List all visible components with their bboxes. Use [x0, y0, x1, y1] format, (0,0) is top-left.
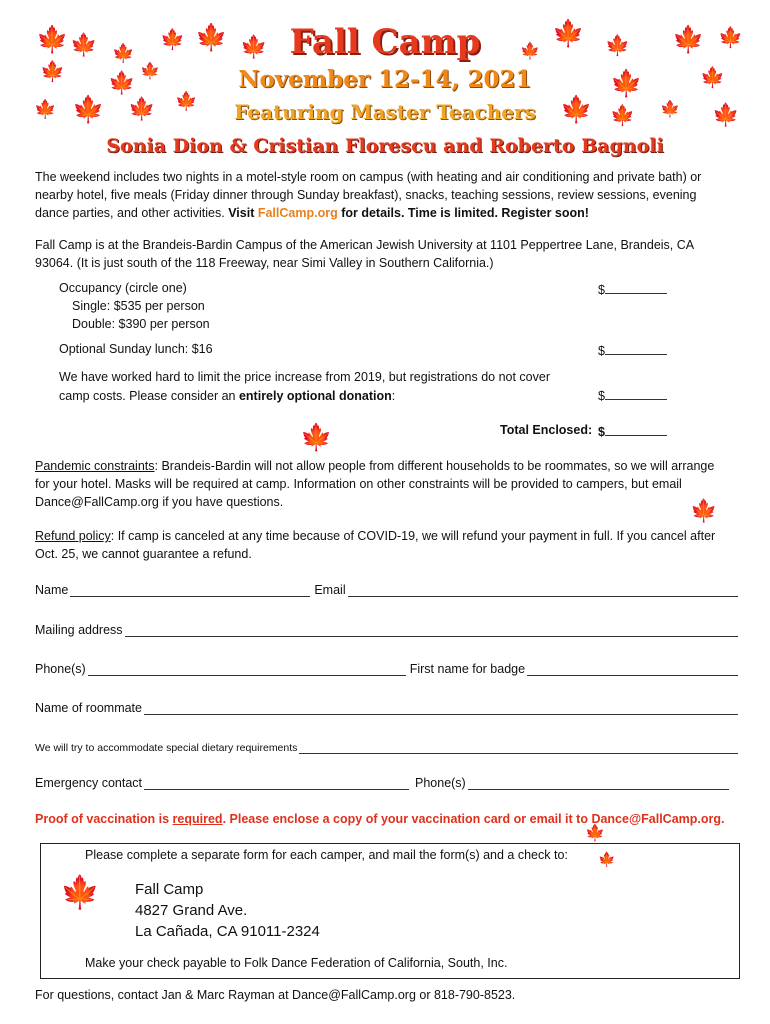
address-line-3: La Cañada, CA 91011-2324	[135, 923, 320, 940]
pandemic-paragraph	[35, 457, 725, 511]
maple-leaf-icon: 🍁	[605, 35, 630, 57]
address-line-2: 4827 Grand Ave.	[135, 902, 248, 919]
refund-label: Refund policy	[35, 529, 111, 543]
maple-leaf-icon: 🍁	[585, 825, 605, 842]
mailing-label: Mailing address	[35, 623, 123, 637]
maple-leaf-icon: 🍁	[140, 63, 160, 80]
donation-intro: We have worked hard to limit the price increase from 2019, but registrations do not cover camp costs. Please consider an	[59, 370, 550, 403]
mailing-row	[35, 623, 738, 637]
vaccination-note	[35, 812, 725, 826]
dollar-sign: $	[598, 344, 605, 358]
maple-leaf-icon: 🍁	[700, 67, 725, 89]
email-field[interactable]	[348, 583, 738, 597]
roommate-label: Name of roommate	[35, 701, 142, 715]
name-label: Name	[35, 583, 69, 597]
maple-leaf-icon: 🍁	[610, 68, 643, 98]
total-amount-field[interactable]	[598, 423, 667, 439]
occupancy-amount-field[interactable]	[598, 281, 667, 297]
badge-name-field[interactable]	[527, 662, 738, 676]
page-title: Fall Camp	[289, 22, 481, 62]
emergency-label: Emergency contact	[35, 776, 142, 790]
maple-leaf-icon: 🍁	[672, 24, 705, 54]
lunch-label: Optional Sunday lunch: $16	[59, 342, 213, 356]
maple-leaf-icon: 🍁	[610, 105, 635, 127]
double-price: Double: $390 per person	[72, 317, 210, 331]
maple-leaf-icon: 🍁	[718, 27, 743, 49]
lunch-amount-field[interactable]	[598, 342, 667, 358]
maple-leaf-icon: 🍁	[72, 94, 105, 124]
email-label: Email	[314, 583, 346, 597]
emergency-phone-label: Phone(s)	[415, 776, 466, 790]
donation-amount-field[interactable]	[598, 387, 667, 403]
phone-field[interactable]	[88, 662, 406, 676]
emergency-contact-field[interactable]	[144, 776, 409, 790]
teachers-heading: Sonia Dion & Cristian Florescu and Roberto Bagnoli	[106, 135, 664, 157]
location-paragraph: Fall Camp is at the Brandeis-Bardin Campus of the American Jewish University at 1101 Peppertree Lane, Brandeis, CA 93064. (It is just south of the 118 Freeway, near Simi Valley in Southern California.)	[35, 238, 694, 270]
vaccination-required: required	[172, 812, 223, 826]
maple-leaf-icon: 🍁	[128, 96, 156, 121]
maple-leaf-icon: 🍁	[660, 101, 680, 118]
dietary-row	[35, 740, 738, 754]
maple-leaf-icon: 🍁	[40, 61, 65, 83]
maple-leaf-icon: 🍁	[690, 498, 718, 523]
refund-text: : If camp is canceled at any time because of COVID-19, we will refund your payment in full. If you cancel after Oct. 25, we cannot guarantee a refund.	[35, 529, 716, 561]
name-field[interactable]	[70, 583, 310, 597]
refund-paragraph	[35, 527, 725, 563]
maple-leaf-icon: 🍁	[112, 43, 135, 63]
name-email-row	[35, 583, 738, 597]
intro-register-note: for details. Time is limited. Register soon!	[341, 206, 589, 220]
emergency-row	[35, 776, 729, 790]
dollar-sign: $	[598, 389, 605, 403]
mailing-address-field[interactable]	[125, 623, 738, 637]
maple-leaf-icon: 🍁	[60, 874, 100, 910]
vaccination-text: Proof of vaccination is	[35, 812, 170, 826]
dietary-label: We will try to accommodate special dietary requirements	[35, 742, 298, 754]
donation-colon: :	[391, 389, 396, 403]
roommate-row	[35, 701, 738, 715]
mailing-address	[135, 879, 320, 942]
maple-leaf-icon: 🍁	[175, 91, 198, 111]
vaccination-instructions: . Please enclose a copy of your vaccination card or email it to Dance@FallCamp.org.	[222, 812, 725, 826]
pandemic-label: Pandemic constraints	[35, 459, 155, 473]
address-line-1: Fall Camp	[135, 881, 204, 898]
maple-leaf-icon: 🍁	[195, 22, 228, 52]
emergency-phone-field[interactable]	[468, 776, 729, 790]
maple-leaf-icon: 🍁	[108, 70, 136, 95]
maple-leaf-icon: 🍁	[712, 102, 740, 127]
dietary-field[interactable]	[299, 740, 738, 754]
maple-leaf-icon: 🍁	[36, 24, 69, 54]
event-dates: November 12-14, 2021	[238, 66, 532, 93]
phone-badge-row	[35, 662, 738, 676]
maple-leaf-icon: 🍁	[520, 43, 540, 60]
maple-leaf-icon: 🍁	[560, 94, 593, 124]
maple-leaf-icon: 🍁	[240, 34, 268, 59]
intro-text: The weekend includes two nights in a motel-style room on campus (with heating and air conditioning and private bath) or nearby hotel, five meals (Friday dinner through Sunday breakfast), snacks, teaching sessions, review sessions, evening dance parties, and other activities.	[35, 170, 702, 220]
phone-label: Phone(s)	[35, 662, 86, 676]
dollar-sign: $	[598, 425, 605, 439]
contact-footer: For questions, contact Jan & Marc Rayman at Dance@FallCamp.org or 818-790-8523.	[35, 988, 516, 1002]
pandemic-text: : Brandeis-Bardin will not allow people from different households to be roommates, so we will arrange for your hotel. Masks will be required at camp. Information on other constraints will be provided to campers, but email Dance@FallCamp.org if you have questions.	[35, 459, 715, 509]
total-enclosed-label: Total Enclosed:	[500, 423, 593, 437]
maple-leaf-icon: 🍁	[598, 851, 616, 867]
maple-leaf-icon: 🍁	[552, 18, 585, 48]
maple-leaf-icon: 🍁	[300, 422, 333, 452]
maple-leaf-icon: 🍁	[160, 29, 185, 51]
badge-label: First name for badge	[409, 662, 526, 676]
donation-emphasis: entirely optional donation	[238, 389, 392, 403]
dollar-sign: $	[598, 283, 605, 297]
roommate-field[interactable]	[144, 701, 738, 715]
intro-visit: Visit	[228, 206, 255, 220]
maple-leaf-icon: 🍁	[70, 32, 98, 57]
single-price: Single: $535 per person	[72, 299, 205, 313]
mail-instruction: Please complete a separate form for each camper, and mail the form(s) and a check to:	[85, 848, 568, 862]
featuring-heading: Featuring Master Teachers	[234, 100, 536, 124]
maple-leaf-icon: 🍁	[34, 99, 57, 119]
fallcamp-link[interactable]: FallCamp.org	[257, 206, 338, 220]
occupancy-label: Occupancy (circle one)	[59, 281, 187, 295]
intro-paragraph	[35, 168, 725, 222]
check-payable-note: Make your check payable to Folk Dance Federation of California, South, Inc.	[85, 956, 508, 970]
donation-text	[59, 368, 579, 406]
